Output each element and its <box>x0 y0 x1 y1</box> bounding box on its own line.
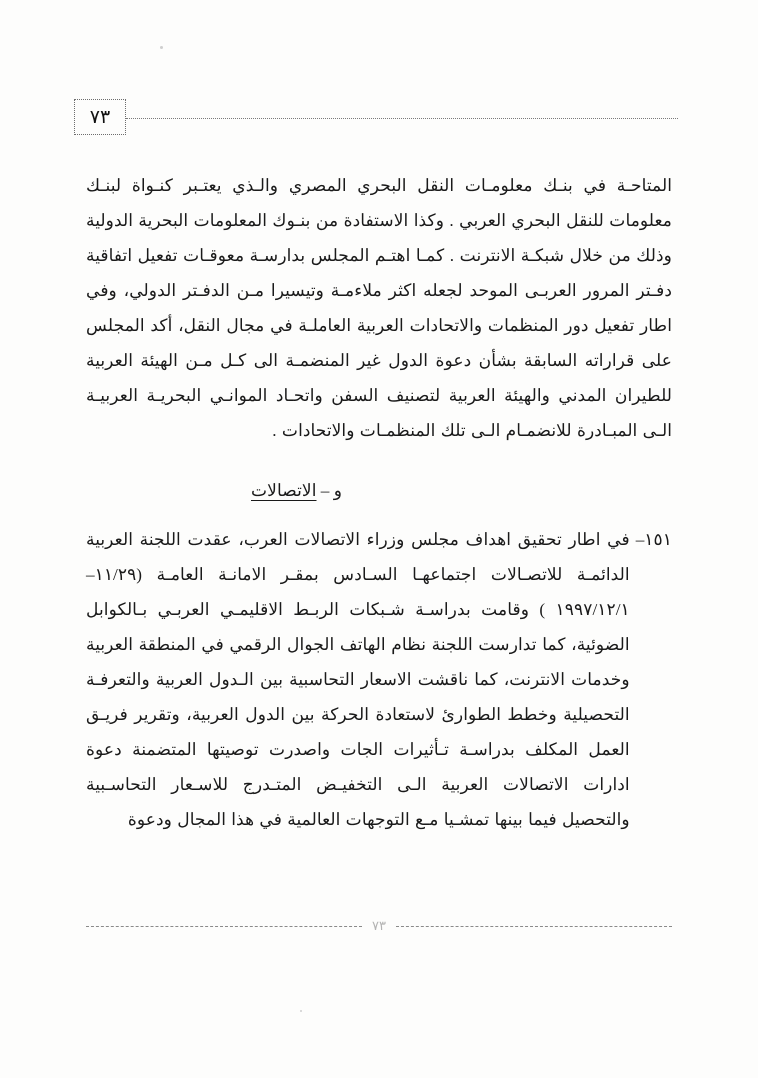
page-header <box>74 98 684 136</box>
footer-mark: ٧٣ <box>372 918 386 933</box>
scan-speck <box>160 46 163 49</box>
heading-communications <box>86 474 672 508</box>
page-content <box>86 168 672 837</box>
heading-prefix: و – <box>316 481 342 500</box>
spacer <box>86 508 672 522</box>
footer-divider-left <box>86 926 362 927</box>
header-divider <box>126 118 678 119</box>
scan-speck <box>300 1010 302 1012</box>
page-number: ٧٣ <box>74 99 126 135</box>
heading-text: الاتصالات <box>251 481 317 500</box>
paragraph-banking-info: المتاحـة في بنـك معلومـات النقل البحري المصري والـذي يعتـبر كنـواة لبنـك معلومات للنقل البحري العربي . وكذا الاستفادة من بنـوك المعلومات البحرية الدولية وذلك من خلال شبكـة الانترنت . كمـا اهتـم المجلس بدارسـة معوقـات تفعيل اتفاقية دفـتر المرور العربـى الموحد لجعله اكثر ملاءمـة وتيسيرا مـن الدفـتر الدولي، وفي اطار تفعيل دور المنظمات والاتحادات العربية العاملـة في مجال النقل، أكد المجلس على قراراته السابقة بشأن دعوة الدول غير المنضمـة الى كـل مـن الهيئة العربية للطيران المدني والهيئة العربية لتصنيف السفن واتحـاد الموانـي البحريـة العربيـة الـى المبـادرة للانضمـام الـى تلك المنظمـات والاتحادات . <box>86 176 672 440</box>
page-footer <box>86 914 672 938</box>
footer-divider-right <box>396 926 672 927</box>
numbered-item-151 <box>86 522 672 837</box>
spacer <box>86 448 672 474</box>
item-text: في اطار تحقيق اهداف مجلس وزراء الاتصالات العرب، عقدت اللجنة العربية الدائمـة للاتصـالات اجتماعهـا السـادس بمقـر الامانـة العامـة (١١/٢٩– ١٩٩٧/١٢/١ ) وقامت بدراسـة شـبكات الربـط الاقليمـي العربـي بـالكوابل الضوئية، كما تدارست اللجنة نظام الهاتف الجوال الرقمي في المنطقة العربية وخدمات الانترنت، كما ناقشت الاسعار التحاسبية بين الـدول العربية والتعرفـة التحصيلية وخطط الطوارئ لاستعادة الحركة بين الدول العربية، وتقرير فريـق العمل المكلف بدراسـة تـأثيرات الجات واصدرت توصيتها المتضمنة دعوة ادارات الاتصالات العربية الـى التخفيـض المتـدرج للاسـعار التحاسـبية والتحصيل فيما بينها تمشـيا مـع التوجهات العالمية في هذا المجال ودعوة <box>86 530 630 829</box>
item-number: ١٥١– <box>635 530 672 549</box>
